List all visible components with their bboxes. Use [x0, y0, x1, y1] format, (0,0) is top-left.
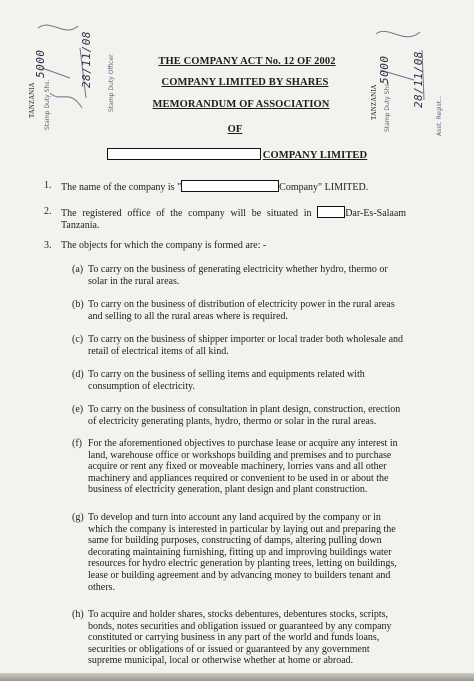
object-text-line: machinery and appliances required or convenient to be used in or about the: [88, 472, 389, 484]
clause-2-line2: Tanzania.: [61, 219, 100, 231]
object-text-line: For the aforementioned objectives to purchase lease or acquire any interest in: [88, 438, 398, 449]
object-text-line: land, warehouse office or workshops building and premises and to purchase: [88, 449, 392, 461]
heading-company-name: [0, 148, 474, 161]
object-item-text: [88, 404, 426, 427]
object-text-line: others.: [88, 581, 115, 593]
clause-1-suffix: Company" LIMITED.: [279, 182, 369, 193]
clause-2-number: 2.: [44, 206, 52, 217]
handwriting-right-date: 28/11/08: [412, 51, 425, 108]
object-item-text: [88, 299, 426, 322]
object-text-line: solar in the rural areas.: [88, 275, 180, 287]
object-label: (e): [72, 404, 84, 415]
object-text-line: securities or obligations of or issued or guaranteed by any government: [88, 643, 370, 655]
object-item-text: [88, 512, 426, 593]
clause-3-number: 3.: [44, 240, 52, 251]
object-item-text: [88, 609, 426, 667]
object-text-line: constituted or carrying business in any part of the world and funds loans,: [88, 632, 380, 644]
object-text-line: To carry on the business of shipper importer or local trader both wholesale and: [88, 334, 404, 345]
redacted-company-name: [107, 148, 261, 160]
clause-3-text: The objects for which the company is formed are: -: [61, 240, 267, 251]
object-text-line: resources for hydro electric generation by planting trees, letting on buildings,: [88, 558, 397, 570]
object-text-line: bonds, notes securities and obligation issued or guaranteed by any company: [88, 620, 392, 632]
handwriting-left-date: 28/11/08: [80, 31, 93, 88]
object-text-line: To carry on the business of selling items and equipments related with: [88, 369, 365, 380]
object-label: (a): [72, 264, 84, 275]
heading-limited-by-shares: COMPANY LIMITED BY SHARES: [161, 77, 329, 88]
stamp-text-left-2: Stamp Duty Officer: [108, 54, 115, 112]
redacted-location: [317, 206, 345, 218]
object-text-line: acquire or rent any fixed or moveable machinery, lorries vans and all other: [88, 461, 387, 473]
clause-1-number: 1.: [44, 180, 52, 191]
clause-2-text: [61, 206, 441, 231]
heading-company-act: THE COMPANY ACT No. 12 OF 2002: [158, 56, 336, 67]
object-label: (f): [72, 438, 82, 449]
object-text-line: supreme municipal, local or otherwise whether at home or abroad.: [88, 655, 354, 667]
object-label: (b): [72, 299, 84, 310]
object-text-line: business of electricity generation, plant design and plant construction.: [88, 484, 368, 496]
object-label: (c): [72, 334, 84, 345]
object-text-line: To develop and turn into account any land acquired by the company or in: [88, 512, 381, 523]
object-item-text: [88, 264, 426, 287]
object-text-line: and selling to all the rural areas where is required.: [88, 310, 288, 322]
object-text-line: of electricity generating plants, hydro, thermo or solar in the rural areas.: [88, 415, 377, 427]
handwriting-left-amount: 5000: [34, 49, 47, 78]
object-text-line: To acquire and holder shares, stocks debentures, debentures stocks, scripts,: [88, 609, 389, 620]
object-text-line: same for building purposes, constructing of damps, altering pulling down: [88, 535, 382, 547]
stamp-text-right-2: Asst. Regist...: [436, 95, 443, 136]
object-item-text: [88, 334, 426, 357]
heading-of: OF: [227, 124, 243, 135]
clause-2-line1-suffix: Dar-Es-Salaam: [345, 208, 407, 219]
stamp-seal-right: [370, 20, 430, 130]
stamp-text-left: Stamp Duty Shs.: [44, 79, 51, 130]
object-label: (h): [72, 609, 84, 620]
stamp-country-right: TANZANIA: [370, 84, 378, 120]
stamp-country-left: TANZANIA: [28, 82, 36, 118]
object-item-text: [88, 369, 426, 392]
object-label: (d): [72, 369, 84, 380]
object-label: (g): [72, 512, 84, 523]
object-item-text: [88, 438, 426, 496]
object-text-line: decorating maintaining furnishing, fitting up and improving buildings water: [88, 546, 392, 558]
heading-memorandum: MEMORANDUM OF ASSOCIATION: [152, 99, 330, 110]
clause-1-text: [61, 180, 368, 194]
object-text-line: retail of electrical items of all kind.: [88, 345, 229, 357]
stamp-text-right: Stamp Duty Shs.: [384, 81, 391, 132]
object-text-line: To carry on the business of generating electricity whether hydro, thermo or: [88, 264, 388, 275]
clause-1-prefix: The name of the company is ": [61, 182, 182, 193]
handwriting-right-amount: 5000: [378, 55, 391, 84]
clause-2-line1-prefix: The registered office of the company will be situated in: [61, 208, 312, 219]
object-text-line: consumption of electricity.: [88, 380, 195, 392]
redacted-company-name-2: [181, 180, 279, 192]
object-text-line: To carry on the business of consultation in plant design, construction, erection: [88, 404, 401, 415]
scan-shadow: [0, 673, 474, 681]
object-text-line: To carry on the business of distribution of electricity power in the rural areas: [88, 299, 395, 310]
object-text-line: which the company is interested in particular by laying out and preparing the: [88, 523, 396, 535]
object-text-line: lease or building agreement and by advancing money to builders tenant and: [88, 569, 391, 581]
heading-company-limited-text: COMPANY LIMITED: [262, 150, 368, 161]
